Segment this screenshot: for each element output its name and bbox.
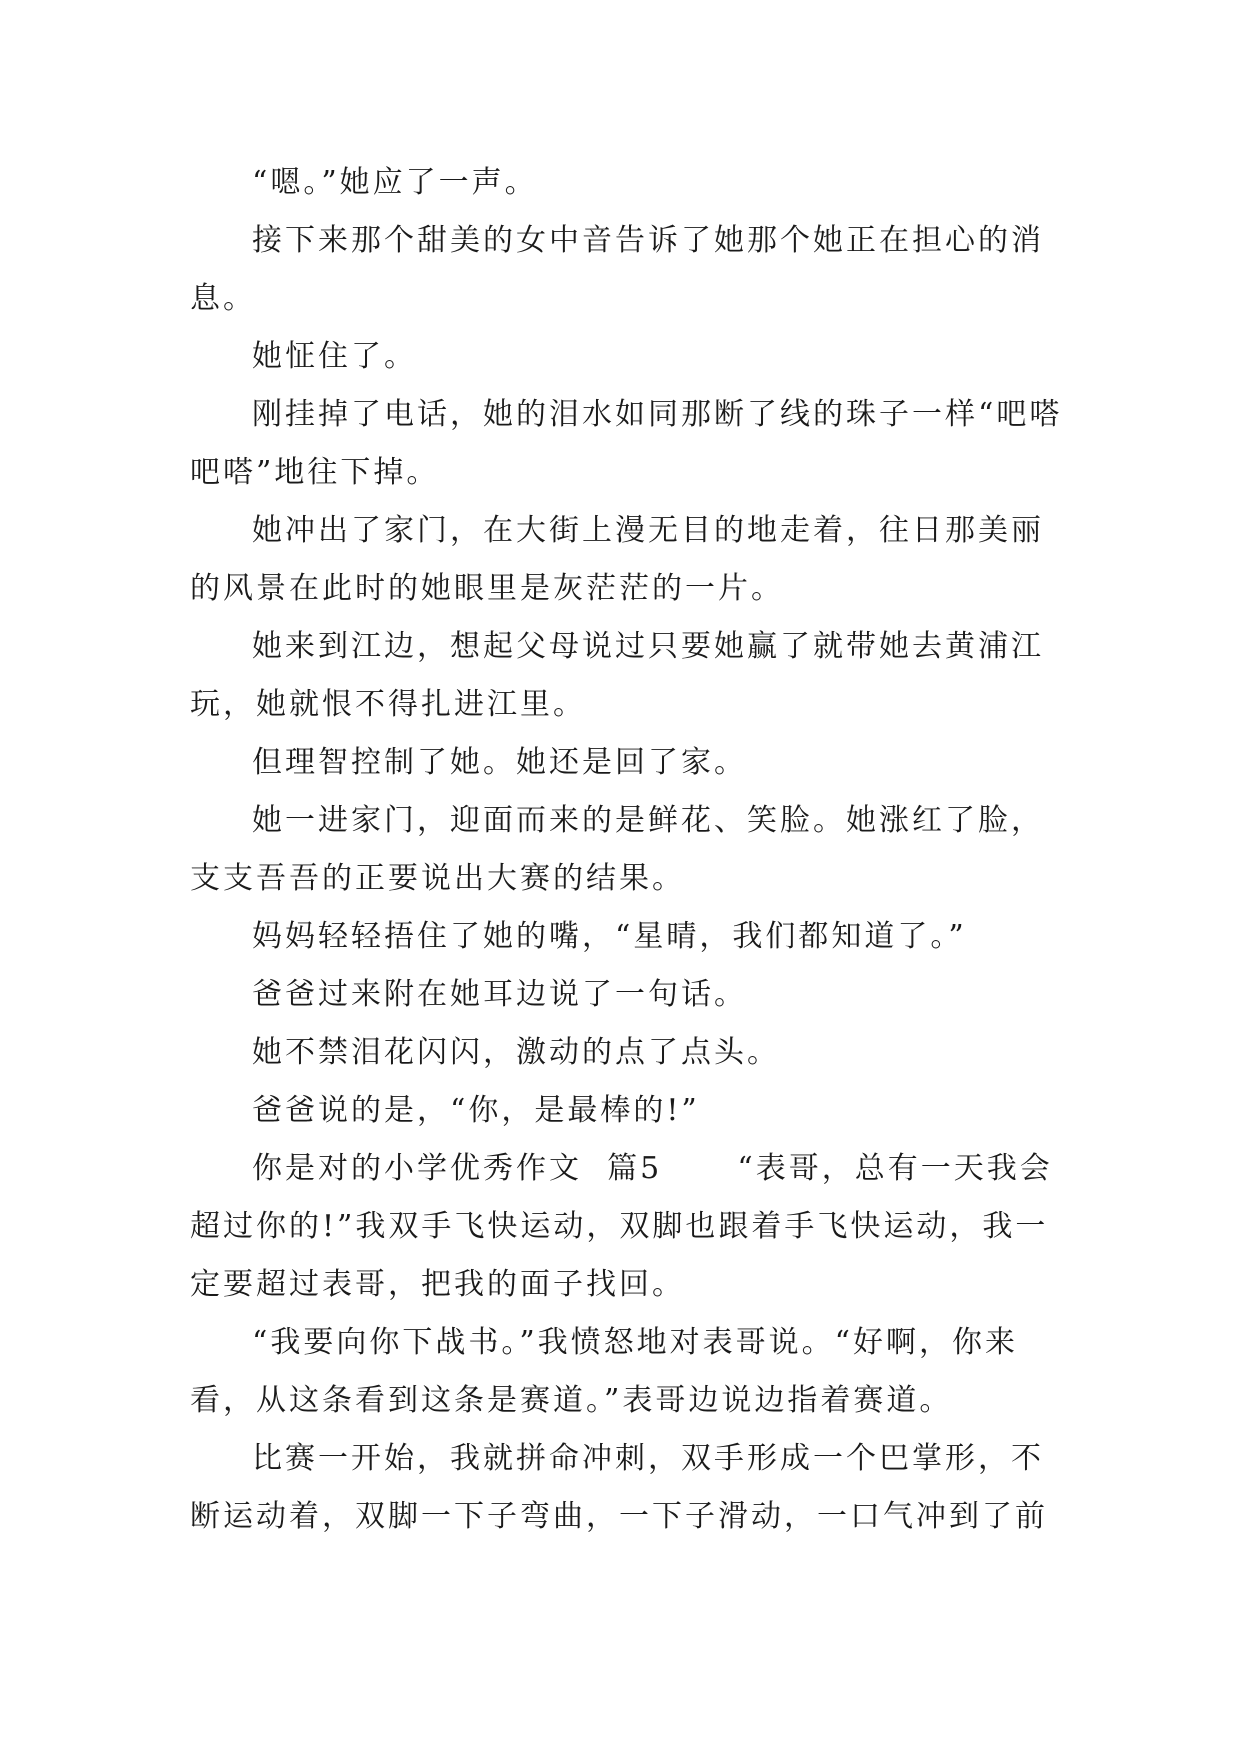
paragraph: 比赛一开始，我就拼命冲刺，双手形成一个巴掌形，不断运动着，双脚一下子弯曲，一下子滑动，一口气冲到了前 (190, 1441, 1048, 1534)
paragraph: “我要向你下战书。”我愤怒地对表哥说。“好啊，你来看，从这条看到这条是赛道。”表哥边说边指着赛道。 (190, 1325, 1019, 1418)
paragraph: 她一进家门，迎面而来的是鲜花、笑脸。她涨红了脸，支支吾吾的正要说出大赛的结果。 (190, 803, 1044, 896)
paragraph: 她怔住了。 (252, 339, 417, 374)
paragraph: 妈妈轻轻捂住了她的嘴，“星晴，我们都知道了。” (252, 919, 967, 954)
paragraph: 接下来那个甜美的女中音告诉了她那个她正在担心的消息。 (190, 223, 1044, 316)
paragraph: 爸爸过来附在她耳边说了一句话。 (252, 977, 747, 1012)
paragraph: “嗯。”她应了一声。 (252, 165, 538, 200)
essay-body (190, 154, 1070, 1546)
paragraph: 刚挂掉了电话，她的泪水如同那断了线的珠子一样“吧嗒吧嗒”地往下掉。 (190, 397, 1063, 490)
paragraph: 爸爸说的是，“你，是最棒的!” (252, 1093, 700, 1128)
paragraph: 她不禁泪花闪闪，激动的点了点头。 (252, 1035, 780, 1070)
paragraph: 她来到江边，想起父母说过只要她赢了就带她去黄浦江玩，她就恨不得扎进江里。 (190, 629, 1044, 722)
section-heading-paragraph: 你是对的小学优秀作文 篇5 “表哥，总有一天我会超过你的!”我双手飞快运动，双脚也跟着手飞快运动，我一定要超过表哥，把我的面子找回。 (190, 1151, 1053, 1302)
paragraph: 但理智控制了她。她还是回了家。 (252, 745, 747, 780)
paragraph: 她冲出了家门，在大街上漫无目的地走着，往日那美丽的风景在此时的她眼里是灰茫茫的一片。 (190, 513, 1044, 606)
